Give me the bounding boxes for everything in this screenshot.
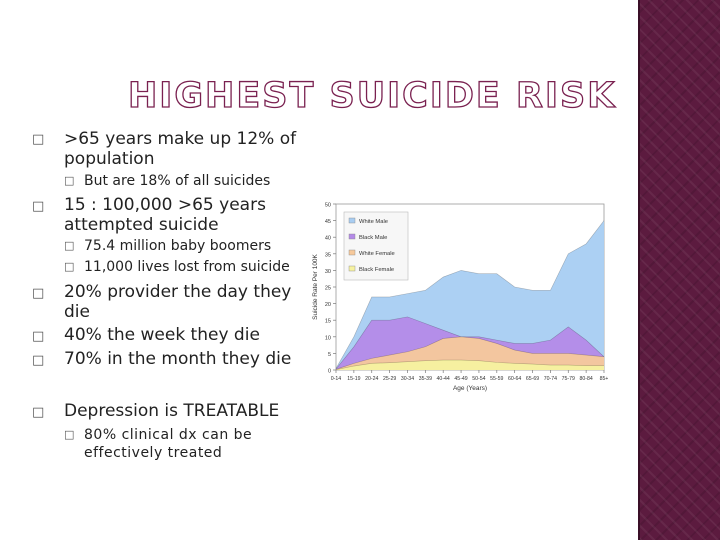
x-tick-label: 65-69	[525, 376, 540, 382]
x-tick-label: 50-54	[472, 376, 486, 382]
y-tick-label: 40	[324, 235, 331, 242]
x-tick-label: 45-49	[454, 376, 468, 382]
sub-bullet-icon: □	[64, 260, 75, 273]
x-tick-label: 85+	[599, 376, 608, 382]
x-tick-label: 75-79	[561, 376, 575, 382]
bullet-week: 40% the week they die	[64, 325, 260, 345]
legend-swatch	[349, 234, 355, 239]
suicide-rate-area-chart	[308, 196, 608, 400]
y-tick-label: 20	[324, 302, 331, 309]
y-tick-label: 25	[324, 285, 331, 292]
x-axis-label: Age (Years)	[452, 385, 488, 392]
y-axis-label: Suicide Rate Per 100K	[312, 254, 319, 320]
x-tick-label: 30-34	[400, 376, 415, 382]
x-tick-label: 25-29	[382, 376, 397, 382]
legend-label: White Female	[359, 251, 395, 257]
sub-bullet-suicide-share: But are 18% of all suicides	[84, 173, 271, 189]
x-tick-label: 80-84	[579, 376, 593, 382]
sub-bullet-icon: □	[64, 174, 75, 187]
bullet-attempt-rate: 15 : 100,000 >65 years attempted suicide	[64, 195, 266, 235]
x-tick-label: 55-59	[490, 376, 504, 382]
bullet-65-share: >65 years make up 12% of population	[64, 129, 297, 169]
x-tick-label: 20-24	[365, 376, 379, 382]
slide-title: HIGHEST SUICIDE RISK	[128, 76, 617, 116]
x-tick-label: 35-39	[418, 376, 432, 382]
x-tick-label: 40-44	[436, 376, 450, 382]
y-tick-label: 30	[324, 268, 331, 275]
y-tick-label: 0	[327, 368, 331, 375]
legend-swatch	[349, 266, 355, 271]
sub-bullet-icon: □	[64, 428, 75, 441]
bullet-depression: Depression is TREATABLE	[64, 401, 280, 421]
legend-label: White Male	[359, 219, 388, 225]
y-tick-label: 5	[327, 351, 331, 358]
y-tick-label: 15	[324, 318, 331, 325]
bullet-icon: □	[32, 353, 45, 368]
sub-bullet-treatable: 80% clinical dx can be effectively treated	[84, 427, 253, 461]
bullet-icon: □	[32, 199, 45, 214]
x-tick-label: 15-19	[347, 376, 361, 382]
legend-label: Black Male	[359, 235, 388, 241]
legend-swatch	[349, 218, 355, 223]
sub-bullet-boomers: 75.4 million baby boomers	[84, 238, 272, 254]
x-tick-label: 60-64	[508, 376, 522, 382]
x-tick-label: 70-74	[543, 376, 558, 382]
y-tick-label: 10	[324, 335, 331, 342]
y-tick-label: 35	[324, 252, 331, 259]
bullet-icon: □	[32, 132, 45, 147]
bullet-icon: □	[32, 329, 45, 344]
bullet-icon: □	[32, 405, 45, 420]
y-tick-label: 50	[324, 202, 331, 209]
legend-swatch	[349, 250, 355, 255]
legend-label: Black Female	[359, 267, 395, 273]
bullet-day: 20% provider the day they die	[64, 282, 292, 322]
decorative-sidebar	[640, 0, 720, 540]
bullet-icon: □	[32, 286, 45, 301]
y-tick-label: 45	[324, 219, 331, 226]
sub-bullet-icon: □	[64, 239, 75, 252]
x-tick-label: 0-14	[330, 376, 342, 382]
sub-bullet-lives-lost: 11,000 lives lost from suicide	[84, 259, 290, 275]
bullet-month: 70% in the month they die	[64, 349, 292, 369]
